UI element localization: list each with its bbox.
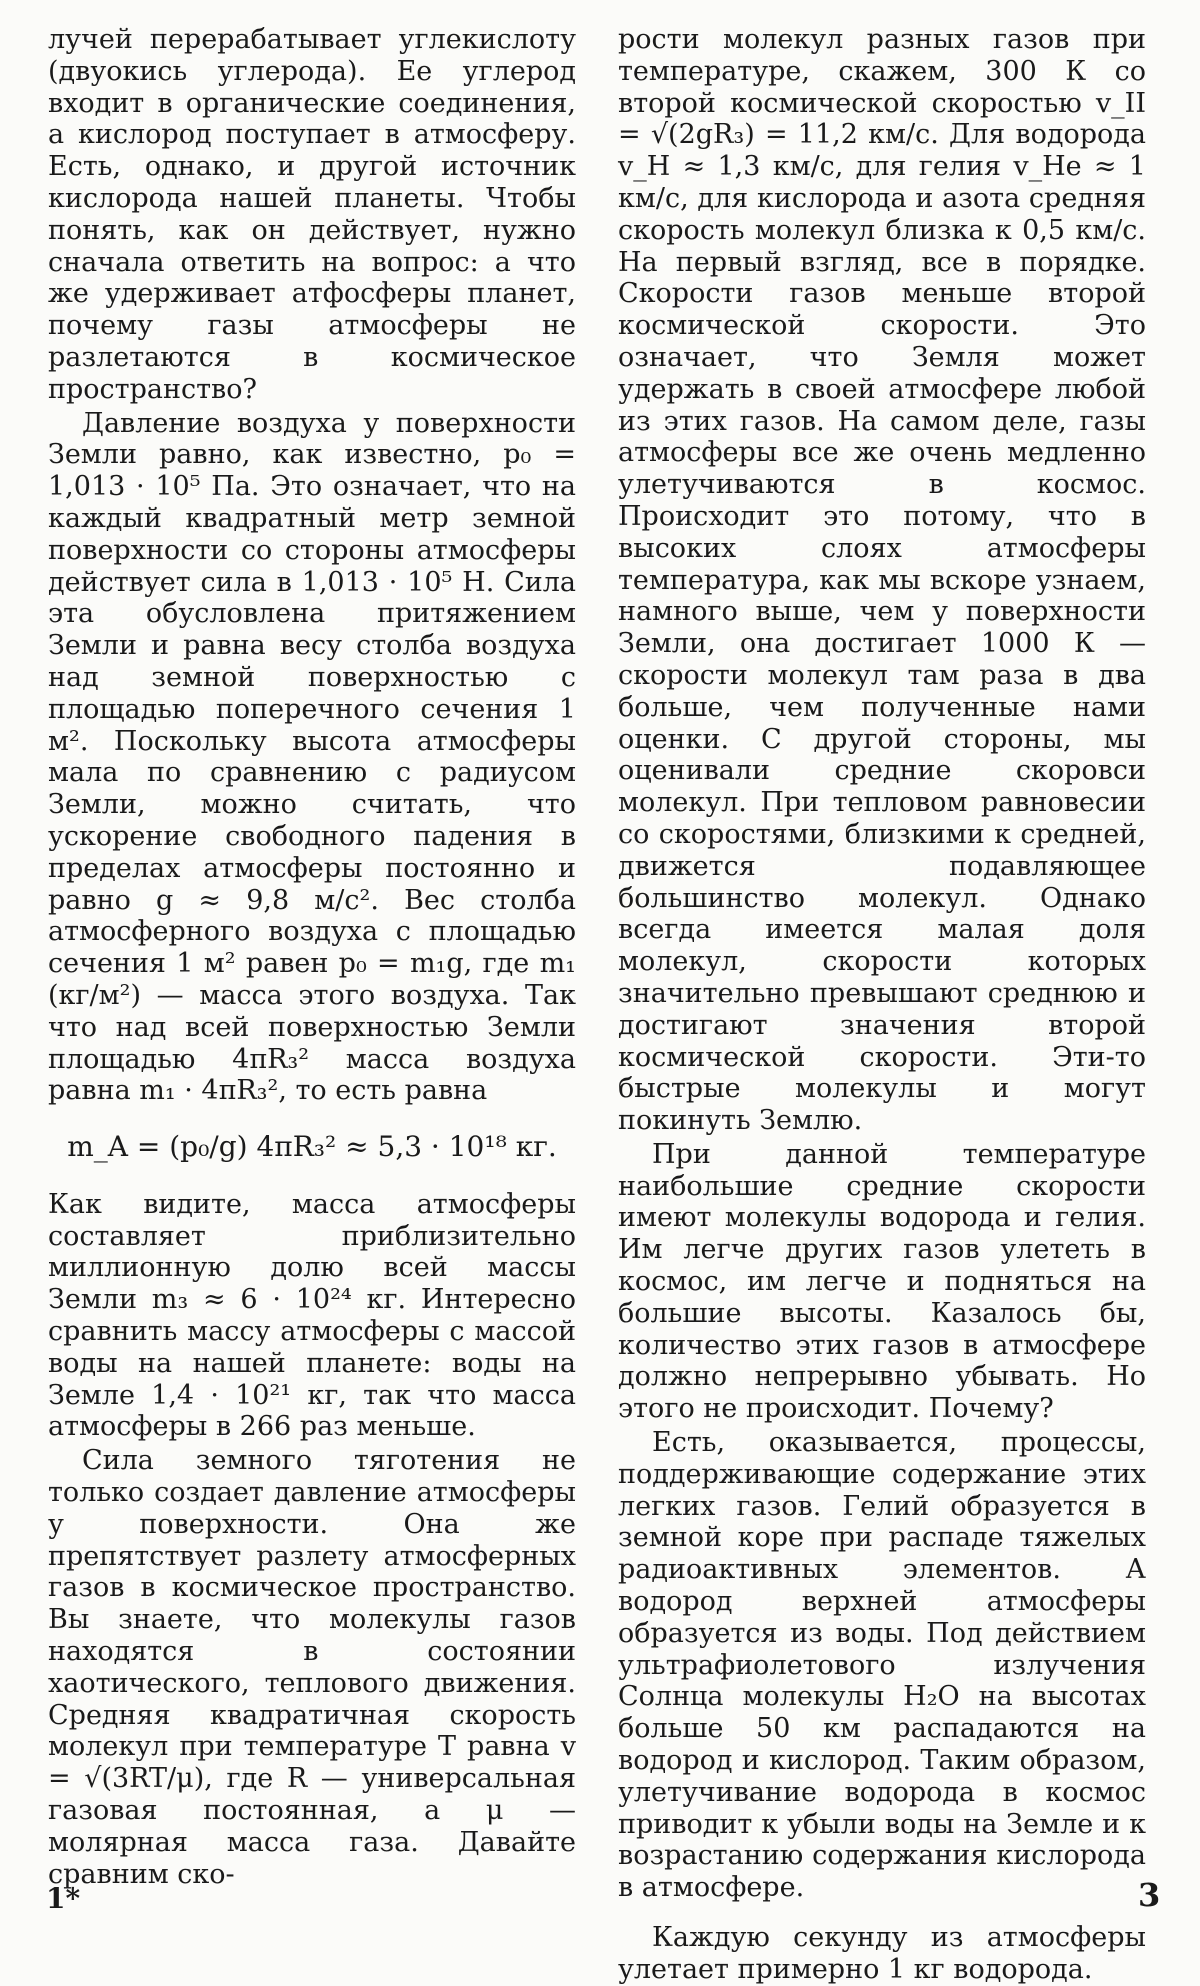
- paragraph: При данной температуре наибольшие средние скорости имеют молекулы водорода и гелия. Им легче других газов улететь в космос, им легче и подняться на большие высоты. Казалось бы, количество этих газов в атмосфере должно непрерывно убывать. Но этого не происходит. Почему?: [618, 1138, 1146, 1425]
- page-number: 3: [1138, 1876, 1161, 1914]
- paragraph: лучей перерабатывает углекислоту (двуокись углерода). Ее углерод входит в органические соединения, а кислород поступает в атмосферу. Есть, однако, и другой источник кислорода нашей планеты. Чтобы понять, как он действует, нужно сначала ответить на вопрос: а что же удерживает атфосферы планет, почему газы атмосферы не разлетаются в космическое пространство?: [48, 24, 576, 405]
- paragraph: Как видите, масса атмосферы составляет приблизительно миллионную долю всей массы Земли m₃ ≈ 6 · 10²⁴ кг. Интересно сравнить массу атмосферы с массой воды на нашей планете: воды на Земле 1,4 · 10²¹ кг, так что масса атмосферы в 266 раз меньше.: [48, 1188, 576, 1443]
- right-column: [618, 24, 1146, 1986]
- paragraph: Есть, оказывается, процессы, поддерживающие содержание этих легких газов. Гелий образуется в земной коре при распаде тяжелых радиоактивных элементов. А водород верхней атмосферы образуется из воды. Под действием ультрафиолетового излучения Солнца молекулы H₂O на высотах больше 50 км распадаются на водород и кислород. Таким образом, улетучивание водорода в космос приводит к убыли воды на Земле и к возрастанию содержания кислорода в атмосфере.: [618, 1427, 1146, 1904]
- signature-mark: 1*: [46, 1882, 81, 1915]
- paragraph: Давление воздуха у поверхности Земли равно, как известно, p₀ = 1,013 · 10⁵ Па. Это означает, что на каждый квадратный метр земной поверхности со стороны атмосферы действует сила в 1,013 · 10⁵ Н. Сила эта обусловлена притяжением Земли и равна весу столба воздуха над земной поверхностью с площадью поперечного сечения 1 м². Поскольку высота атмосферы мала по сравнению с радиусом Земли, можно считать, что ускорение свободного падения в пределах атмосферы постоянно и равно g ≈ 9,8 м/с². Вес столба атмосферного воздуха с площадью сечения 1 м² равен p₀ = m₁g, где m₁ (кг/м²) — масса этого воздуха. Так что над всей поверхностью Земли площадью 4πR₃² масса воздуха равна m₁ · 4πR₃², то есть равна: [48, 407, 576, 1107]
- left-column: [48, 24, 576, 1890]
- paragraph: Каждую секунду из атмосферы улетает примерно 1 кг водорода.: [618, 1922, 1146, 1985]
- paragraph: рости молекул разных газов при температуре, скажем, 300 К со второй космической скоростью v_II = √(2gR₃) = 11,2 км/с. Для водорода v_H ≈ 1,3 км/с, для гелия v_He ≈ 1 км/с, для кислорода и азота средняя скорость молекул близка к 0,5 км/с. На первый взгляд, все в порядке. Скорости газов меньше второй космической скорости. Это означает, что Земля может удержать в своей атмосфере любой из этих газов. На самом деле, газы атмосферы все же очень медленно улетучиваются в космос. Происходит это потому, что в высоких слоях атмосферы температура, как мы вскоре узнаем, намного выше, чем у поверхности Земли, она достигает 1000 К — скорости молекул там раза в два больше, чем полученные нами оценки. С другой стороны, мы оценивали средние скоровси молекул. При тепловом равновесии со скоростями, близкими к средней, движется подавляющее большинство молекул. Однако всегда имеется малая доля молекул, скорости которых значительно превышают среднюю и достигают значения второй космической скорости. Эти-то быстрые молекулы и могут покинуть Землю.: [618, 24, 1146, 1137]
- paragraph: Сила земного тяготения не только создает давление атмосферы у поверхности. Она же препятствует разлету атмосферных газов в космическое пространство. Вы знаете, что молекулы газов находятся в состоянии хаотического, теплового движения. Средняя квадратичная скорость молекул при температуре T равна v = √(3RT/μ), где R — универсальная газовая постоянная, а μ — молярная масса газа. Давайте сравним ско-: [48, 1445, 576, 1890]
- formula-atmosphere-mass: m_A = (p₀/g) 4πR₃² ≈ 5,3 · 10¹⁸ кг.: [67, 1130, 557, 1164]
